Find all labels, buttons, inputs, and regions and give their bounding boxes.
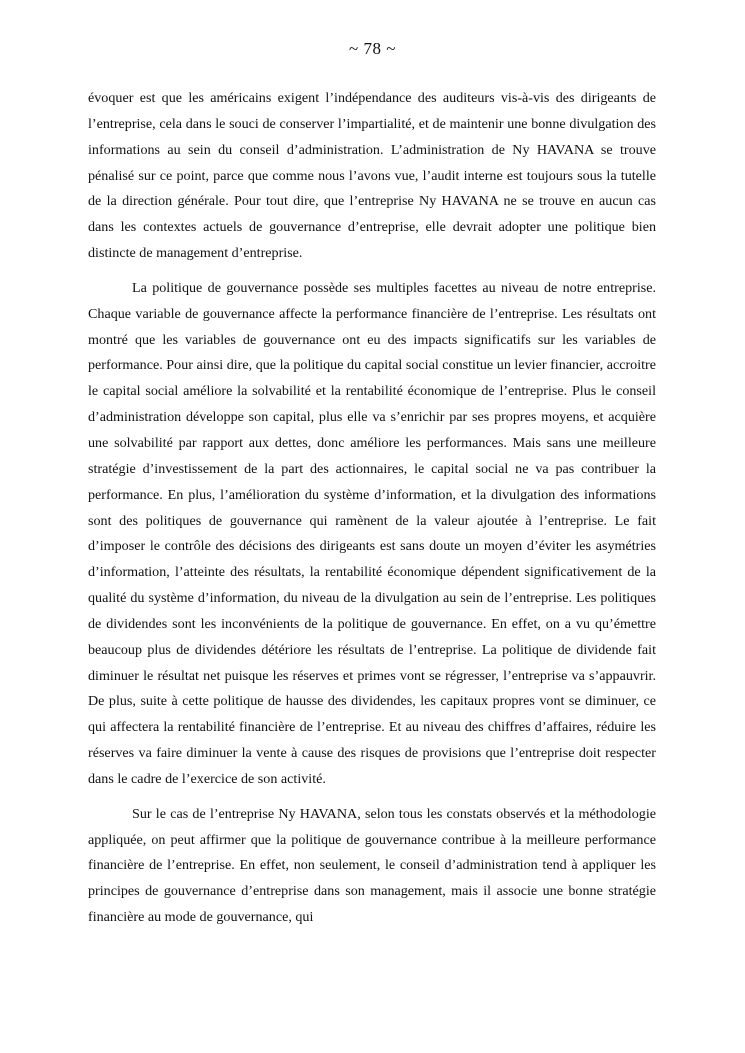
- document-body: [88, 86, 656, 931]
- page-number: ~ 78 ~: [349, 39, 396, 58]
- paragraph-ny-havana-case: Sur le cas de l’entreprise Ny HAVANA, selon tous les constats observés et la méthodologie appliquée, on peut affirmer que la politique de gouvernance contribue à la meilleure performance financière de l’entreprise. En effet, non seulement, le conseil d’administration tend à appliquer les principes de gouvernance d’entreprise dans son management, mais il associe une bonne stratégie financière au mode de gouvernance, qui: [88, 805, 656, 926]
- paragraph-continuation: évoquer est que les américains exigent l’indépendance des auditeurs vis-à-vis des dirigeants de l’entreprise, cela dans le souci de conserver l’impartialité, et de maintenir une bonne divulgation des informations au sein du conseil d’administration. L’administration de Ny HAVANA se trouve pénalisé sur ce point, parce que comme nous l’avons vue, l’audit interne est toujours sous la tutelle de la direction générale. Pour tout dire, que l’entreprise Ny HAVANA ne se trouve en aucun cas dans les contextes actuels de gouvernance d’entreprise, elle devrait adopter une politique bien distincte de management d’entreprise.: [88, 90, 656, 262]
- paragraph-governance-policy: La politique de gouvernance possède ses multiples facettes au niveau de notre entreprise. Chaque variable de gouvernance affecte la performance financière de l’entreprise. Les résultats ont montré que les variables de gouvernance ont eu des impacts significatifs sur les variables de performance. Pour ainsi dire, que la politique du capital social constitue un levier financier, accroitre le capital social améliore la solvabilité et la rentabilité économique de l’entreprise. Plus le conseil d’administration développe son capital, plus elle va s’enrichir par ses propres moyens, et acquière une solvabilité par rapport aux dettes, donc améliore les performances. Mais sans une meilleure stratégie d’investissement de la part des actionnaires, le capital social ne va pas contribuer la performance. En plus, l’amélioration du système d’information, et la divulgation des informations sont des politiques de gouvernance qui ramènent de la valeur ajoutée à l’entreprise. Le fait d’imposer le contrôle des décisions des dirigeants est sans doute un moyen d’éviter les asymétries d’information, l’atteinte des résultats, la rentabilité économique dépendent significativement de la qualité du système d’information, du niveau de la divulgation au sein de l’entreprise. Les politiques de dividendes sont les inconvénients de la politique de gouvernance. En effet, on a vu qu’émettre beaucoup plus de dividendes détériore les résultats de l’entreprise. La politique de dividende fait diminuer le résultat net puisque les réserves et primes vont se régresser, l’entreprise va s’appauvrir. De plus, suite à cette politique de hausse des dividendes, les capitaux propres vont se diminuer, ce qui affectera la rentabilité financière de l’entreprise. Et au niveau des chiffres d’affaires, réduire les réserves va faire diminuer la vente à cause des risques de provisions que l’entreprise doit respecter dans le cadre de l’exercice de son activité.: [88, 279, 656, 787]
